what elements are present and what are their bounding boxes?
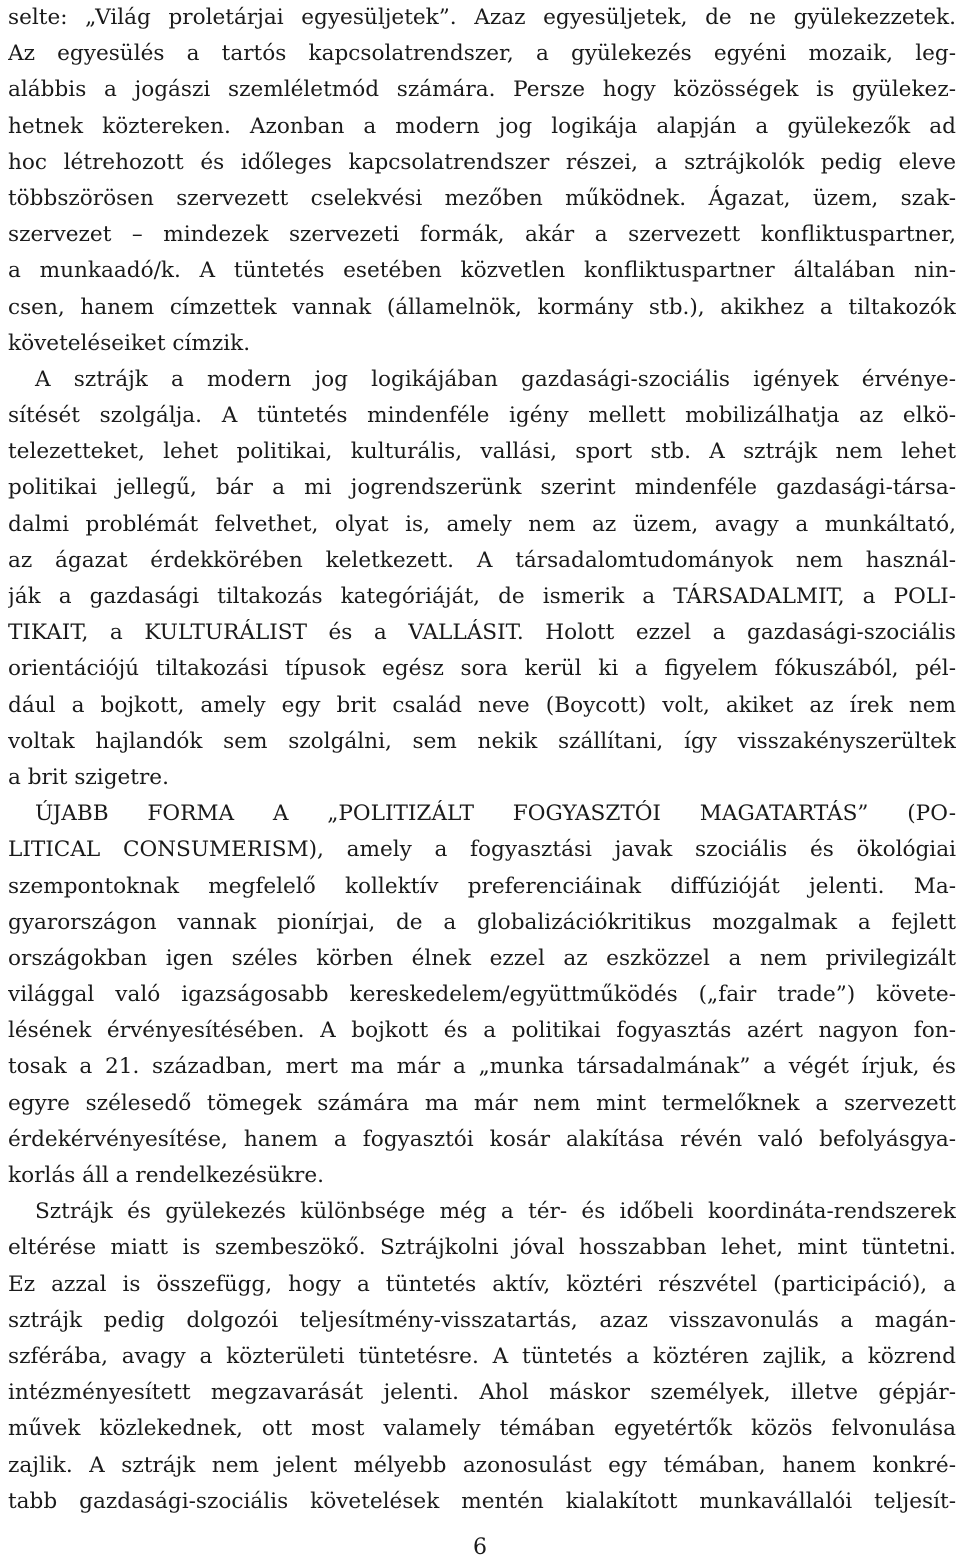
text-line: tabb gazdasági-szociális követelések mentén kialakított munkavállalói teljesít- (8, 1488, 956, 1514)
text-line: a munkaadó/k. A tüntetés esetében közvetlen konfliktuspartner általában nin- (8, 258, 956, 284)
text-line: egyre szélesedő tömegek számára ma már nem mint termelőknek a szervezett (8, 1090, 956, 1116)
text-line: az ágazat érdekkörében keletkezett. A társadalomtudományok nem használ- (8, 547, 956, 573)
text-line: orientációjú tiltakozási típusok egész sora kerül ki a figyelem fókuszából, pél- (8, 656, 956, 682)
text-line: Sztrájk és gyülekezés különbsége még a tér- és időbeli koordináta-rendszerek (35, 1199, 956, 1225)
text-line: dául a bojkott, amely egy brit család neve (Boycott) volt, akiket az írek nem (8, 692, 956, 718)
text-line: zajlik. A sztrájk nem jelent mélyebb azonosulást egy témában, hanem konkré- (8, 1452, 956, 1478)
text-line: dalmi problémát felvethet, olyat is, amely nem az üzem, avagy a munkáltató, (8, 511, 956, 537)
text-line: alábbis a jogászi szemléletmód számára. Persze hogy közösségek is gyülekez- (8, 77, 956, 103)
text-line: Ez azzal is összefügg, hogy a tüntetés aktív, köztéri részvétel (participáció), a (8, 1271, 956, 1297)
page-number: 6 (473, 1535, 487, 1560)
text-line: intézményesített megzavarását jelenti. Ahol máskor személyek, illetve gépjár- (8, 1380, 956, 1406)
text-line: eltérése miatt is szembeszökő. Sztrájkolni jóval hosszabban lehet, mint tüntetni. (8, 1235, 956, 1261)
text-line: a brit szigetre. (8, 764, 169, 790)
text-line: politikai jellegű, bár a mi jogrendszerünk szerint mindenféle gazdasági-társa- (8, 475, 956, 501)
text-line: érdekérvényesítése, hanem a fogyasztói kosár alakítása révén való befolyásgya- (8, 1126, 956, 1152)
text-line: többszörösen szervezett cselekvési mezőben működnek. Ágazat, üzem, szak- (8, 185, 956, 211)
paragraph-4 (8, 1194, 956, 1520)
text-line: ÚJABB FORMA A „POLITIZÁLT FOGYASZTÓI MAGATARTÁS” (PO- (35, 801, 956, 827)
text-line: ják a gazdasági tiltakozás kategóriáját, de ismerik a TÁRSADALMIT, a POLI- (8, 584, 956, 609)
text-line: sítését szolgálja. A tüntetés mindenféle igény mellett mobilizálhatja az elkö- (8, 403, 956, 429)
text-line: hetnek köztereken. Azonban a modern jog logikája alapján a gyülekezők ad (8, 113, 956, 139)
document-page (8, 0, 956, 1520)
text-line: csen, hanem címzettek vannak (államelnök, kormány stb.), akikhez a tiltakozók (8, 294, 956, 320)
text-line: voltak hajlandók sem szolgálni, sem nekik szállítani, így visszakényszerültek (8, 728, 956, 754)
text-line: lésének érvényesítésében. A bojkott és a politikai fogyasztás azért nagyon fon- (8, 1018, 956, 1044)
paragraph-1 (8, 0, 956, 362)
paragraph-3 (8, 796, 956, 1194)
text-line: telezetteket, lehet politikai, kulturális, vallási, sport stb. A sztrájk nem lehet (8, 439, 956, 465)
text-line: szervezet – mindezek szervezeti formák, akár a szervezett konfliktuspartner, (8, 222, 956, 248)
text-line: Az egyesülés a tartós kapcsolatrendszer, a gyülekezés egyéni mozaik, leg- (8, 41, 956, 67)
text-line: korlás áll a rendelkezésükre. (8, 1163, 324, 1188)
text-line: szférába, avagy a közterületi tüntetésre. A tüntetés a köztéren zajlik, a közrend (8, 1343, 956, 1369)
text-line: TIKAIT, a KULTURÁLIST és a VALLÁSIT. Holott ezzel a gazdasági-szociális (8, 620, 956, 646)
text-line: országokban igen széles körben élnek ezzel az eszközzel a nem privilegizált (8, 945, 956, 971)
text-line: LITICAL CONSUMERISM), amely a fogyasztási javak szociális és ökológiai (8, 837, 956, 863)
text-line: sztrájk pedig dolgozói teljesítmény-visszatartás, azaz visszavonulás a magán- (8, 1307, 956, 1333)
text-line: gyarországon vannak pionírjai, de a globalizációkritikus mozgalmak a fejlett (8, 909, 956, 935)
text-line: selte: „Világ proletárjai egyesüljetek”. Azaz egyesüljetek, de ne gyülekezzetek. (8, 5, 956, 30)
text-line: A sztrájk a modern jog logikájában gazdasági-szociális igények érvénye- (35, 366, 956, 392)
text-line: világgal való igazságosabb kereskedelem/együttműködés („fair trade”) követe- (8, 982, 956, 1008)
text-line: hoc létrehozott és időleges kapcsolatrendszer részei, a sztrájkolók pedig eleve (8, 149, 956, 175)
text-line: szempontoknak megfelelő kollektív preferenciáinak diffúzióját jelenti. Ma- (8, 873, 956, 899)
text-line: művek közlekednek, ott most valamely témában egyetértők közös felvonulása (8, 1416, 956, 1442)
text-line: követeléseiket címzik. (8, 330, 251, 356)
text-line: tosak a 21. században, mert ma már a „munka társadalmának” a végét írjuk, és (8, 1054, 956, 1080)
paragraph-2 (8, 362, 956, 796)
